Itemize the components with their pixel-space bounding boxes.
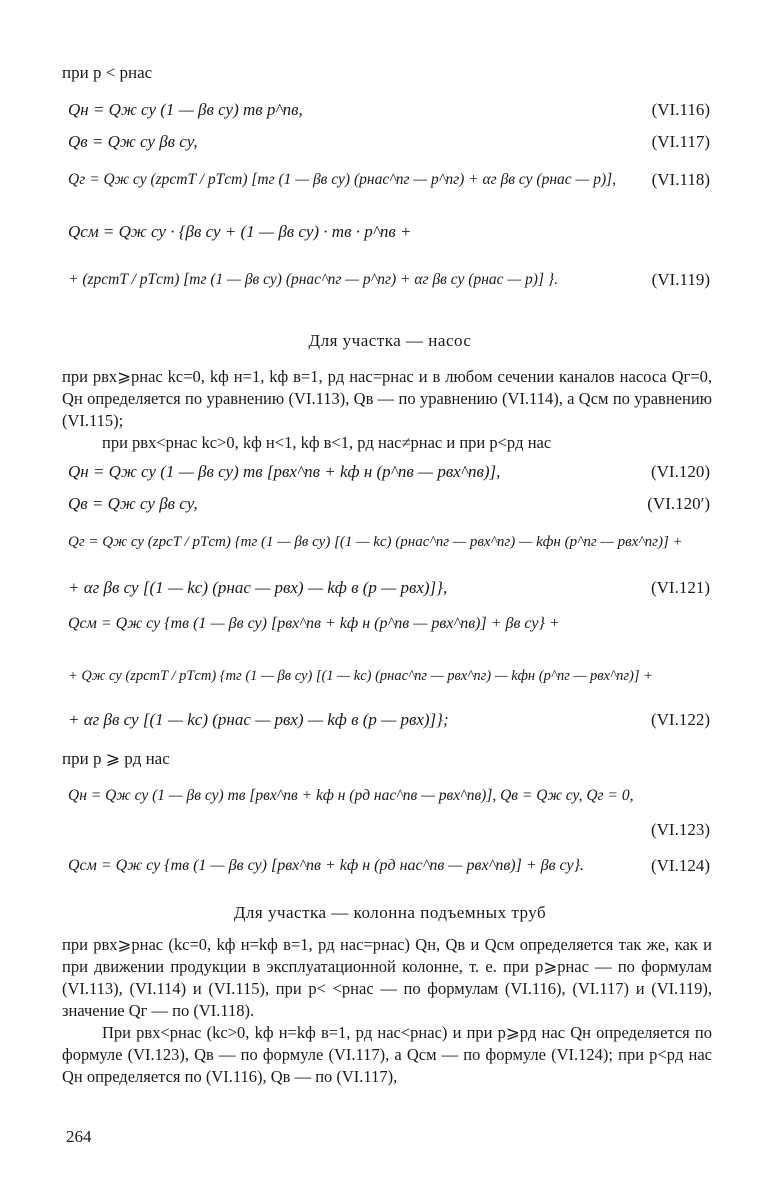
- paragraph-text: при pвх⩾pнас (kс=0, kф н=kф в=1, pд нас=pнас) Qн, Qв и Qсм определяется так же, как и при движении продукции в эксплуатационной колонне, т. е. при p⩾pнас — по формулам (VI.113), (VI.114) и (VI.115), при p< <pнас — по формулам (VI.116), (VI.117) и (VI.119), значение Qг — по (VI.118).: [62, 935, 712, 1020]
- equation-vi121-line2: + αг βв су [(1 — kс) (pнас — pвх) — kф в (p — pвх)]},: [68, 578, 448, 597]
- equation-vi120-prime: Qв = Qж су βв су,: [68, 494, 198, 513]
- equation-number: (VI.117): [651, 132, 710, 151]
- equation-number: (VI.116): [651, 100, 710, 119]
- equation-vi120: Qн = Qж су (1 — βв су) mв [pвх^nв + kф н (p^nв — pвх^nв)],: [68, 462, 501, 481]
- equation-number: (VI.124): [650, 856, 710, 875]
- section-heading-pump: Для участка — насос: [308, 331, 472, 350]
- equation-number: (VI.119): [651, 270, 710, 289]
- equation-vi116: Qн = Qж су (1 — βв су) mв p^nв,: [68, 100, 303, 119]
- equation-number: (VI.120′): [647, 494, 710, 513]
- equation-vi123: Qн = Qж су (1 — βв су) mв [pвх^nв + kф н (pд нас^nв — pвх^nв)], Qв = Qж су, Qг = 0,: [68, 787, 634, 804]
- paragraph-text: при pвх<pнас kс>0, kф н<1, kф в<1, pд нас≠pнас и при p<pд нас: [102, 433, 552, 452]
- paragraph-text: при pвх⩾pнас kс=0, kф н=1, kф в=1, pд нас=pнас и в любом сечении каналов насоса Qг=0, Qн определяется по уравнению (VI.113), Qв — по уравнению (VI.114), а Qсм по уравнению (VI.115);: [62, 367, 712, 430]
- paragraph-pump-conditions-2: [62, 432, 712, 454]
- equation-number: (VI.120): [650, 462, 710, 481]
- condition-line: при p < pнас: [62, 63, 153, 82]
- equation-vi122-line1: Qсм = Qж су {mв (1 — βв су) [pвх^nв + kф н (p^nв — pвх^nв)] + βв су} +: [68, 615, 560, 632]
- equation-vi121-line1: Qг = Qж су (zpcT / pTст) {mг (1 — βв су) [(1 — kс) (pнас^nг — pвх^nг) — kфн (p^nг — pвх^nг)] +: [68, 534, 683, 550]
- equation-vi122-line2: + Qж су (zpстT / pTст) {mг (1 — βв су) [(1 — kс) (pнас^nг — pвх^nг) — kфн (p^nг — pвх^nг)] +: [68, 668, 653, 684]
- paragraph-pump-conditions: [62, 366, 712, 432]
- equation-vi118: Qг = Qж су (zpстT / pTст) [mг (1 — βв су) (pнас^nг — p^nг) + αг βв су (pнас — p)],: [68, 171, 617, 188]
- equation-number: (VI.121): [650, 578, 710, 597]
- equation-vi122-line3: + αг βв су [(1 — kс) (pнас — pвх) — kф в (p — pвх)]};: [68, 710, 449, 729]
- equation-vi117: Qв = Qж су βв су,: [68, 132, 198, 151]
- condition-line: при p ⩾ pд нас: [62, 749, 170, 768]
- equation-number: (VI.122): [650, 710, 710, 729]
- section-heading-column: Для участка — колонна подъемных труб: [233, 903, 547, 922]
- page-number: 264: [66, 1127, 92, 1146]
- paragraph-text: При pвх<pнас (kс>0, kф н=kф в=1, pд нас<pнас) и при p⩾pд нас Qн определяется по формуле (VI.123), Qв — по формуле (VI.117), а Qсм — по формуле (VI.124); при p<pд нас Qн определяется по (VI.116), Qв — по (VI.117),: [62, 1023, 712, 1086]
- equation-vi119-line2: + (zpстT / pTст) [mг (1 — βв су) (pнас^nг — p^nг) + αг βв су (pнас — p)] }.: [68, 271, 558, 288]
- equation-vi119-line1: Qсм = Qж су · {βв су + (1 — βв су) · mв · p^nв +: [68, 222, 412, 241]
- equation-number: (VI.123): [650, 820, 710, 839]
- equation-number: (VI.118): [651, 170, 710, 189]
- paragraph-column-conditions-2: [62, 1022, 712, 1088]
- paragraph-column-conditions: [62, 934, 712, 1022]
- equation-vi124: Qсм = Qж су {mв (1 — βв су) [pвх^nв + kф н (pд нас^nв — pвх^nв)] + βв су}.: [68, 857, 585, 874]
